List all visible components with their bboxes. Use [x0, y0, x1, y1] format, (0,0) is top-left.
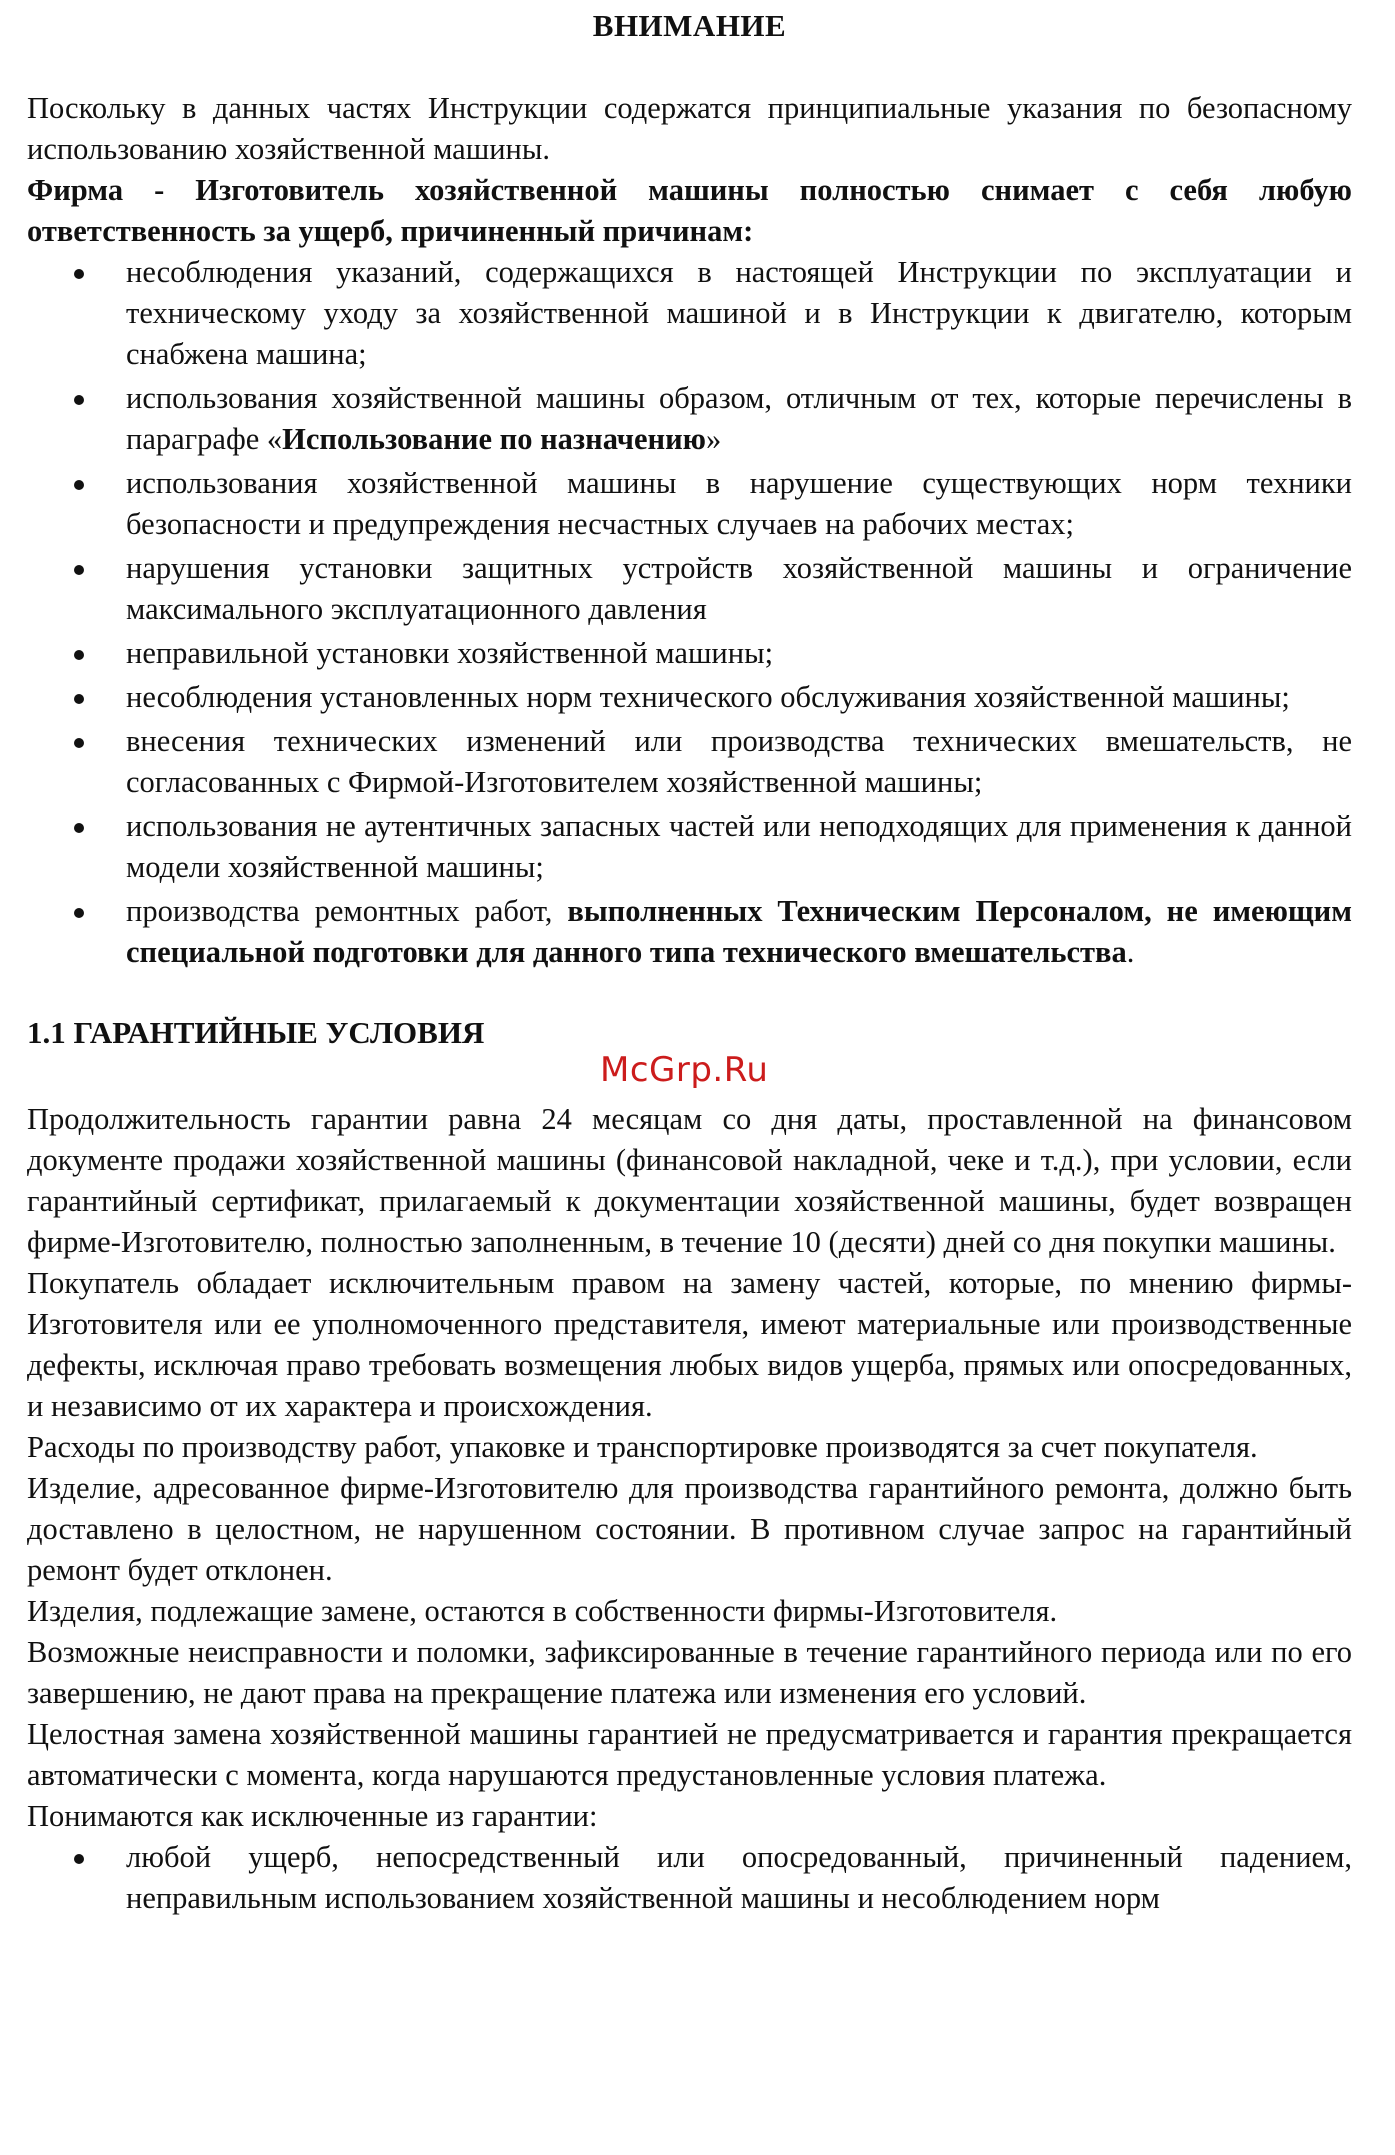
bullet-icon [74, 269, 84, 279]
bullet-icon [74, 1854, 84, 1864]
list-item: нарушения установки защитных устройств хозяйственной машины и ограничение максимального эксплуатационного давления [27, 548, 1352, 630]
bullet-icon [74, 823, 84, 833]
warranty-paragraph: Целостная замена хозяйственной машины гарантией не предусматривается и гарантия прекращается автоматически с момента, когда нарушаются предустановленные условия платежа. [27, 1717, 1352, 1792]
bullet-icon [74, 908, 84, 918]
list-item: внесения технических изменений или производства технических вмешательств, не согласованных с Фирмой-Изготовителем хозяйственной машины; [27, 721, 1352, 803]
list-item: несоблюдения указаний, содержащихся в настоящей Инструкции по эксплуатации и техническому уходу за хозяйственной машиной и в Инструкции к двигателю, которым снабжена машина; [27, 252, 1352, 375]
bullet-icon [74, 650, 84, 660]
warranty-paragraph: Продолжительность гарантии равна 24 месяцам со дня даты, проставленной на финансовом документе продажи хозяйственной машины (финансовой накладной, чеке и т.д.), при условии, если гарантийный сертификат, прилагаемый к документации хозяйственной машины, будет возвращен фирме-Изготовителю, полностью заполненным, в течение 10 (десяти) дней со дня покупки машины. [27, 1102, 1352, 1259]
warranty-paragraph: Расходы по производству работ, упаковке и транспортировке производятся за счет покупателя. [27, 1430, 1258, 1464]
list-item: использования хозяйственной машины в нарушение существующих норм техники безопасности и предупреждения несчастных случаев на рабочих местах; [27, 463, 1352, 545]
page-title: ВНИМАНИЕ [592, 8, 787, 43]
warranty-paragraph: Понимаются как исключенные из гарантии: [27, 1799, 598, 1833]
bullet-icon [74, 480, 84, 490]
liability-causes-list [27, 252, 1352, 973]
document-page [27, 0, 1352, 1922]
list-item: производства ремонтных работ, выполненных Техническим Персоналом, не имеющим специальной подготовки для данного типа технического вмешательства. [27, 891, 1352, 973]
list-item: использования не аутентичных запасных частей или неподходящих для применения к данной модели хозяйственной машины; [27, 806, 1352, 888]
warranty-paragraph: Изделие, адресованное фирме-Изготовителю для производства гарантийного ремонта, должно быть доставлено в целостном, не нарушенном состоянии. В противном случае запрос на гарантийный ремонт будет отклонен. [27, 1471, 1352, 1587]
warranty-paragraph: Изделия, подлежащие замене, остаются в собственности фирмы-Изготовителя. [27, 1594, 1058, 1628]
exclusions-list [27, 1837, 1352, 1919]
warranty-paragraph: Возможные неисправности и поломки, зафиксированные в течение гарантийного периода или по его завершению, не дают права на прекращение платежа или изменения его условий. [27, 1635, 1352, 1710]
bullet-icon [74, 694, 84, 704]
list-item: любой ущерб, непосредственный или опосредованный, причиненный падением, неправильным использованием хозяйственной машины и несоблюдением норм [27, 1837, 1352, 1919]
section-heading: 1.1 ГАРАНТИЙНЫЕ УСЛОВИЯ [27, 1015, 485, 1050]
list-item: несоблюдения установленных норм технического обслуживания хозяйственной машины; [27, 677, 1352, 718]
bullet-icon [74, 565, 84, 575]
intro-paragraph: Поскольку в данных частях Инструкции содержатся принципиальные указания по безопасному использованию хозяйственной машины. [27, 91, 1352, 166]
list-item: неправильной установки хозяйственной машины; [27, 633, 1352, 674]
bullet-icon [74, 738, 84, 748]
bullet-icon [74, 395, 84, 405]
list-item: использования хозяйственной машины образом, отличным от тех, которые перечислены в параграфе «Использование по назначению» [27, 378, 1352, 460]
watermark: McGrp.Ru [600, 1050, 769, 1090]
warranty-paragraph: Покупатель обладает исключительным правом на замену частей, которые, по мнению фирмы-Изготовителя или ее уполномоченного представителя, имеют материальные или производственные дефекты, исключая право требовать возмещения любых видов ущерба, прямых или опосредованных, и независимо от их характера и происхождения. [27, 1266, 1352, 1423]
liability-statement: Фирма - Изготовитель хозяйственной машины полностью снимает с себя любую ответственность за ущерб, причиненный причинам: [27, 173, 1352, 248]
